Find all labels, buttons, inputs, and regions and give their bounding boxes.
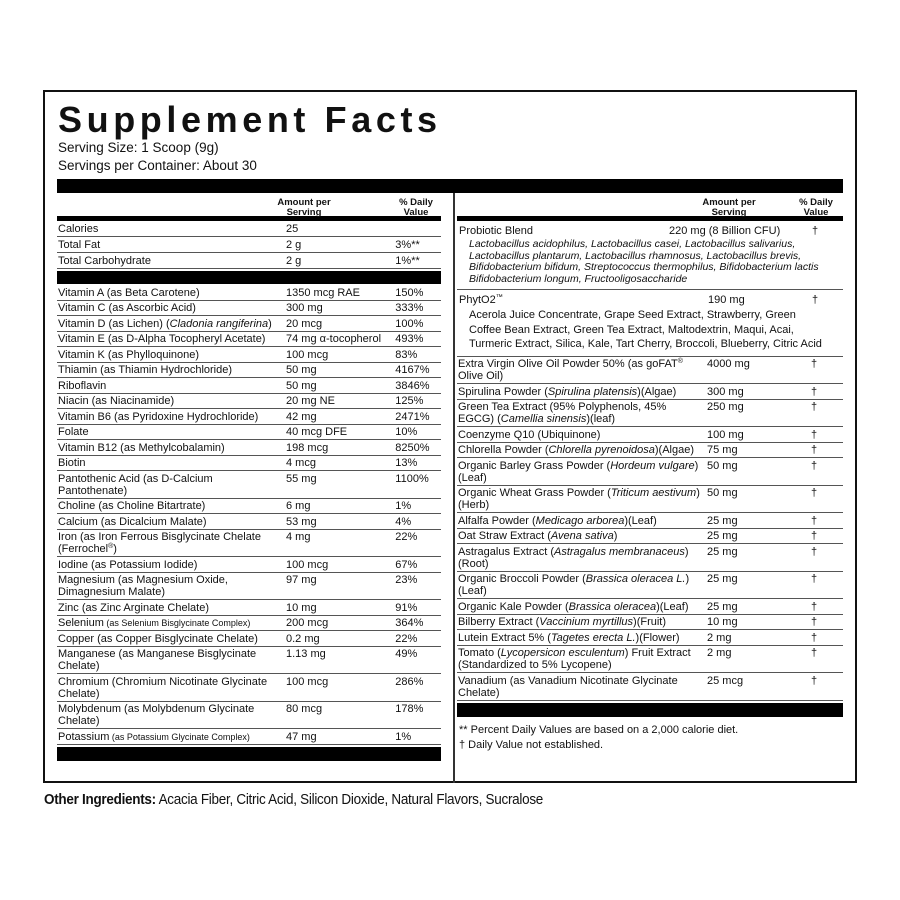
amount-header: Amount per Serving [277, 197, 331, 218]
nutrient-name: Vitamin B6 (as Pyridoxine Hydrochloride) [58, 410, 259, 423]
amount-per-serving: 1350 mcg RAE [286, 286, 360, 299]
daily-value [395, 223, 441, 235]
dagger-mark: † [811, 600, 818, 613]
amount-per-serving: 25 mg [707, 573, 738, 585]
table-row [457, 646, 843, 674]
right-column [457, 193, 843, 753]
ingredient-name: Organic Broccoli Powder (Brassica oleracea L.)(Leaf) [458, 573, 690, 597]
amount-header: Amount per Serving [702, 197, 756, 218]
other-ingredients-list: Acacia Fiber, Citric Acid, Silicon Dioxide, Natural Flavors, Sucralose [155, 792, 544, 808]
table-row [57, 221, 441, 237]
table-row [57, 499, 441, 515]
daily-value: 3846% [395, 379, 430, 392]
daily-value: 100% [395, 317, 424, 330]
table-row [57, 631, 441, 647]
amount-per-serving: 10 mg [286, 601, 317, 614]
daily-value: 4167% [395, 364, 430, 376]
nutrient-name: Choline (as Choline Bitartrate) [58, 500, 206, 512]
ingredient-name: Spirulina Powder (Spirulina platensis)(Algae) [458, 385, 677, 398]
amount-per-serving: 0.2 mg [286, 632, 320, 645]
amount-per-serving: 2 mg [707, 647, 732, 659]
probiotic-blend-row [457, 221, 843, 290]
dagger-mark: † [811, 631, 818, 644]
nutrient-name: Magnesium (as Magnesium Oxide, Dimagnesium Malate) [58, 574, 228, 598]
blend-name: Probiotic Blend [459, 225, 533, 237]
amount-per-serving: 50 mg [286, 379, 317, 392]
ingredient-name: Bilberry Extract (Vaccinium myrtillus)(Fruit) [458, 616, 667, 628]
nutrient-name: Calcium (as Dicalcium Malate) [58, 515, 207, 528]
amount-per-serving: 47 mg [286, 730, 317, 743]
serving-size: Serving Size: 1 Scoop (9g) [58, 140, 219, 155]
amount-per-serving: 10 mg [707, 616, 738, 628]
table-row [457, 630, 843, 646]
table-row [57, 514, 441, 530]
nutrient-name: Riboflavin [58, 379, 107, 392]
amount-per-serving: 55 mg [286, 472, 317, 485]
table-row [57, 394, 441, 410]
amount-per-serving: 50 mg [707, 487, 738, 499]
ingredient-name: Vanadium (as Vanadium Nicotinate Glycinate Chelate) [458, 674, 678, 699]
amount-per-serving: 50 mg [286, 364, 317, 376]
daily-value: 4% [395, 515, 412, 528]
blend-name: PhytO2™ [459, 294, 503, 306]
table-row [57, 573, 441, 601]
daily-value: 493% [395, 333, 424, 345]
table-row [457, 400, 843, 428]
ingredient-name: Organic Kale Powder (Brassica oleracea)(Leaf) [458, 600, 689, 613]
ingredient-name: Organic Barley Grass Powder (Hordeum vulgare)(Leaf) [458, 459, 699, 484]
amount-per-serving: 20 mg NE [286, 395, 335, 407]
table-row [457, 599, 843, 615]
dagger-mark: † [811, 545, 818, 558]
amount-per-serving: 300 mg [286, 302, 323, 314]
daily-value: 2471% [395, 410, 430, 423]
daily-value: 8250% [395, 441, 430, 454]
amount-per-serving: 25 mcg [707, 674, 744, 687]
right-end-bar [457, 703, 843, 717]
amount-per-serving: 74 mg α-tocopherol [286, 333, 382, 345]
table-row [57, 647, 441, 675]
dagger-mark: † [811, 573, 818, 585]
table-row [457, 443, 843, 459]
dagger-mark: † [811, 401, 818, 413]
table-row [57, 440, 441, 456]
dagger-mark: † [811, 459, 818, 472]
table-row [57, 557, 441, 573]
column-divider [453, 193, 455, 783]
table-row [457, 572, 843, 600]
right-column-header [457, 193, 843, 221]
nutrient-name: Total Fat [58, 239, 101, 251]
left-column [57, 193, 441, 761]
ingredient-name: Extra Virgin Olive Oil Powder 50% (as goFAT® Olive Oil) [458, 358, 683, 382]
amount-per-serving: 6 mg [286, 500, 311, 512]
nutrient-name: Vitamin E (as D-Alpha Tocopheryl Acetate) [58, 333, 266, 345]
footnotes [457, 717, 843, 753]
table-row [57, 616, 441, 632]
nutrient-name: Iron (as Iron Ferrous Bisglycinate Chelate (Ferrochel®) [58, 531, 261, 555]
table-row [57, 600, 441, 616]
nutrient-name: Niacin (as Niacinamide) [58, 395, 175, 407]
panel-title: Supplement Facts [58, 99, 442, 140]
table-row [57, 409, 441, 425]
blend-amount: 190 mg [708, 294, 745, 306]
nutrient-name: Chromium (Chromium Nicotinate Glycinate Chelate) [58, 675, 268, 700]
table-row [457, 615, 843, 631]
table-row [57, 378, 441, 394]
amount-per-serving: 2 g [286, 239, 302, 251]
ingredient-name: Green Tea Extract (95% Polyphenols, 45% EGCG) (Camellia sinensis)(leaf) [458, 401, 667, 425]
other-ingredients [44, 791, 543, 809]
nutrient-name: Copper (as Copper Bisglycinate Chelate) [58, 632, 258, 645]
footnote-percent-dv: ** Percent Daily Values are based on a 2,000 calorie diet. [459, 723, 739, 736]
phyto2-blend-row [457, 290, 843, 357]
daily-value: 23% [395, 574, 418, 586]
section-divider-bar [57, 271, 441, 284]
top-divider-bar [57, 179, 843, 193]
table-row [457, 673, 843, 701]
amount-per-serving: 53 mg [286, 515, 317, 528]
amount-per-serving: 4 mcg [286, 457, 316, 469]
daily-value: 1100% [395, 472, 429, 485]
dagger-mark: † [811, 428, 818, 441]
macro-rows [57, 221, 441, 269]
servings-per-container: Servings per Container: About 30 [58, 158, 257, 173]
daily-value: 3%** [395, 239, 420, 251]
blend-amount: 220 mg (8 Billion CFU) [669, 225, 781, 237]
amount-per-serving: 2 g [286, 255, 302, 267]
amount-per-serving: 100 mg [707, 428, 744, 441]
ingredient-name: Lutein Extract 5% (Tagetes erecta L.)(Flower) [458, 631, 680, 644]
table-row [457, 513, 843, 529]
daily-value: 364% [395, 617, 424, 629]
table-row [57, 530, 441, 558]
amount-per-serving: 100 mcg [286, 675, 329, 688]
amount-per-serving: 50 mg [707, 459, 738, 472]
amount-per-serving: 75 mg [707, 444, 738, 456]
daily-value: 83% [395, 348, 418, 361]
amount-per-serving: 1.13 mg [286, 648, 326, 660]
table-row [457, 486, 843, 514]
table-row [57, 363, 441, 379]
ingredient-name: Organic Wheat Grass Powder (Triticum aestivum)(Herb) [458, 487, 700, 511]
amount-per-serving: 42 mg [286, 410, 317, 423]
nutrient-name: Vitamin D (as Lichen) (Cladonia rangiferina) [58, 317, 272, 330]
botanical-rows [457, 357, 843, 701]
ingredient-name: Astragalus Extract (Astragalus membranaceus)(Root) [458, 545, 689, 570]
daily-value: 22% [395, 531, 418, 543]
nutrient-name: Calories [58, 223, 99, 235]
daily-value: 125% [395, 395, 424, 407]
amount-per-serving: 200 mcg [286, 617, 329, 629]
daily-value: 49% [395, 648, 418, 660]
ingredient-name: Tomato (Lycopersicon esculentum) Fruit Extract (Standardized to 5% Lycopene) [458, 647, 691, 671]
table-row [457, 458, 843, 486]
dagger-mark: † [811, 385, 818, 398]
daily-value: 1% [395, 730, 412, 743]
nutrient-name: Molybdenum (as Molybdenum Glycinate Chelate) [58, 703, 255, 727]
left-end-bar [57, 747, 441, 761]
daily-value: 13% [395, 457, 418, 469]
left-column-header [57, 193, 441, 221]
dagger-mark: † [811, 514, 818, 527]
table-row [457, 427, 843, 443]
table-row [57, 702, 441, 730]
dagger-mark: † [811, 530, 818, 542]
nutrient-name: Zinc (as Zinc Arginate Chelate) [58, 601, 210, 614]
table-row [57, 471, 441, 499]
table-row [57, 316, 441, 332]
amount-per-serving: 25 [286, 223, 299, 235]
amount-per-serving: 25 mg [707, 530, 738, 542]
dagger-mark: † [811, 647, 818, 659]
table-row [57, 347, 441, 363]
nutrient-name: Folate [58, 426, 89, 438]
footnote-dagger: † Daily Value not established. [459, 738, 604, 751]
supplement-facts-panel [43, 90, 857, 783]
amount-per-serving: 40 mcg DFE [286, 426, 348, 438]
nutrient-name: Manganese (as Manganese Bisglycinate Chelate) [58, 648, 257, 672]
amount-per-serving: 100 mcg [286, 558, 329, 571]
probiotic-strains: Lactobacillus acidophilus, Lactobacillus casei, Lactobacillus salivarius, Lactobacillus plantarum, Lactobacillus rhamnosus, Lactobacillus brevis, Bifidobacterium bifidum, Streptococcus thermophilus, Bifidobacterium lactis Bifidobacterium longum, Fructooligosaccharide [469, 238, 819, 285]
ingredient-name: Oat Straw Extract (Avena sativa) [458, 530, 618, 542]
amount-per-serving: 25 mg [707, 600, 738, 613]
nutrient-rows [57, 285, 441, 745]
nutrient-name: Vitamin A (as Beta Carotene) [58, 286, 200, 299]
daily-value: 22% [395, 632, 418, 645]
dagger-mark: † [811, 444, 818, 456]
ingredient-name: Coenzyme Q10 (Ubiquinone) [458, 428, 601, 441]
table-row [57, 285, 441, 301]
table-row [57, 301, 441, 317]
dagger-mark: † [812, 294, 819, 306]
ingredient-name: Chlorella Powder (Chlorella pyrenoidosa)(Algae) [458, 444, 695, 456]
amount-per-serving: 80 mcg [286, 703, 323, 715]
amount-per-serving: 100 mcg [286, 348, 329, 361]
dagger-mark: † [811, 616, 818, 628]
daily-value: 1%** [395, 255, 420, 267]
table-row [457, 384, 843, 400]
daily-value: 333% [395, 302, 424, 314]
table-row [57, 332, 441, 348]
daily-value: 10% [395, 426, 418, 438]
daily-value: 91% [395, 601, 418, 614]
daily-value: 1% [395, 500, 412, 512]
amount-per-serving: 25 mg [707, 545, 738, 558]
table-row [457, 544, 843, 572]
dagger-mark: † [811, 674, 818, 687]
nutrient-name: Selenium (as Selenium Bisglycinate Complex) [58, 617, 251, 629]
nutrient-name: Vitamin C (as Ascorbic Acid) [58, 302, 196, 314]
amount-per-serving: 2 mg [707, 631, 732, 644]
nutrient-name: Pantothenic Acid (as D-Calcium Pantothenate) [58, 472, 213, 497]
amount-per-serving: 25 mg [707, 514, 738, 527]
table-row [57, 425, 441, 441]
nutrient-name: Vitamin B12 (as Methylcobalamin) [58, 441, 225, 454]
nutrient-name: Biotin [58, 457, 86, 469]
daily-value: 150% [395, 286, 424, 299]
table-row [57, 729, 441, 745]
amount-per-serving: 4 mg [286, 531, 311, 543]
nutrient-name: Thiamin (as Thiamin Hydrochloride) [58, 364, 233, 376]
table-row [57, 237, 441, 253]
amount-per-serving: 300 mg [707, 385, 744, 398]
table-row [457, 357, 843, 385]
table-row [57, 456, 441, 472]
ingredient-name: Alfalfa Powder (Medicago arborea)(Leaf) [458, 514, 657, 527]
table-row [457, 529, 843, 545]
phyto2-contents: Acerola Juice Concentrate, Grape Seed Extract, Strawberry, Green Coffee Bean Extract, Green Tea Extract, Maltodextrin, Maqui, Acai, Turmeric Extract, Silica, Kale, Tart Cherry, Broccoli, Blueberry, Citric Acid [469, 309, 822, 350]
amount-per-serving: 4000 mg [707, 358, 750, 370]
table-row [57, 253, 441, 269]
dagger-mark: † [812, 225, 819, 237]
daily-value: 178% [395, 703, 424, 715]
amount-per-serving: 97 mg [286, 574, 317, 586]
amount-per-serving: 250 mg [707, 401, 744, 413]
daily-value-header: % Daily Value [799, 197, 833, 218]
nutrient-name: Total Carbohydrate [58, 255, 151, 267]
amount-per-serving: 198 mcg [286, 441, 329, 454]
dagger-mark: † [811, 487, 818, 499]
nutrient-name: Vitamin K (as Phylloquinone) [58, 348, 200, 361]
amount-per-serving: 20 mcg [286, 317, 323, 330]
daily-value: 67% [395, 558, 418, 571]
daily-value-header: % Daily Value [399, 197, 433, 218]
other-ingredients-label: Other Ingredients: [44, 792, 156, 808]
daily-value: 286% [395, 675, 424, 688]
nutrient-name: Iodine (as Potassium Iodide) [58, 558, 198, 571]
nutrient-name: Potassium (as Potassium Glycinate Complex) [58, 730, 250, 743]
table-row [57, 674, 441, 702]
dagger-mark: † [811, 358, 818, 370]
